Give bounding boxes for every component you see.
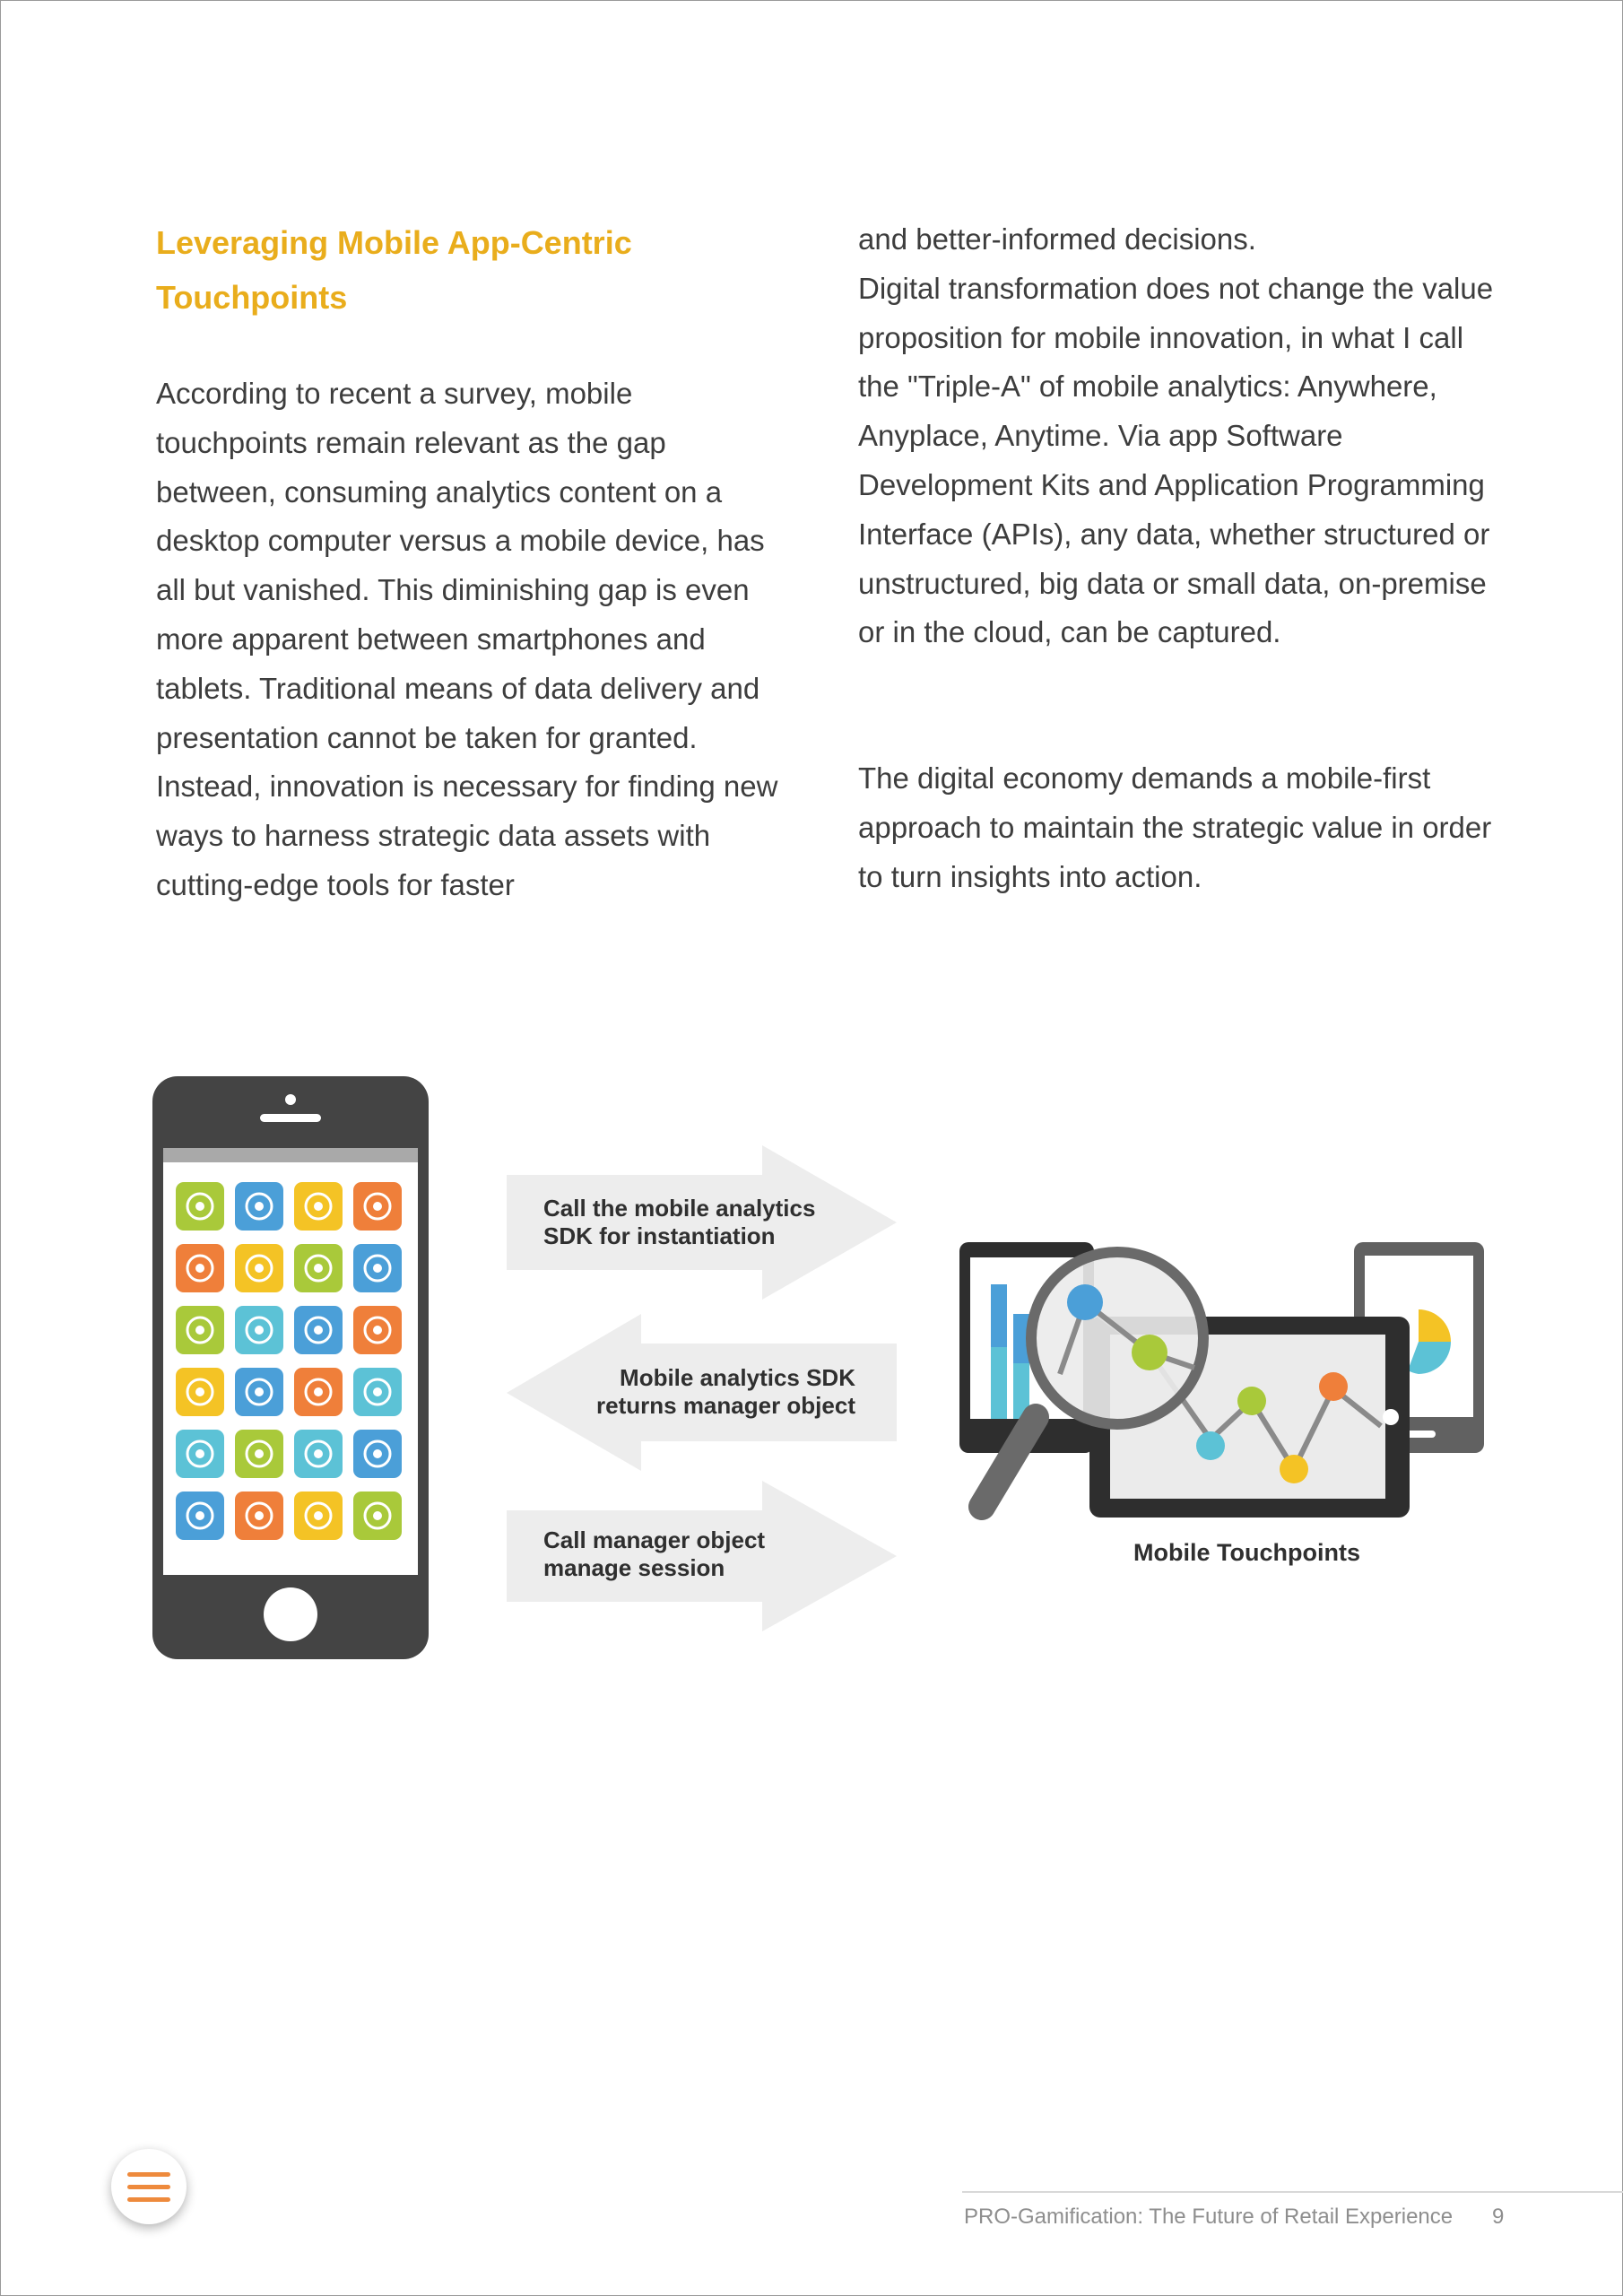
user-icon xyxy=(235,1182,283,1231)
arrow3-label: Call manager object manage session xyxy=(543,1526,766,1581)
arrow1-label: Call the mobile analytics SDK for instantiation xyxy=(543,1195,816,1249)
basketball-icon xyxy=(353,1182,402,1231)
menu-button[interactable] xyxy=(111,2149,187,2224)
dollar-icon xyxy=(294,1368,343,1416)
chat-icon xyxy=(176,1306,224,1354)
cloud-icon xyxy=(176,1430,224,1478)
gears-icon xyxy=(294,1182,343,1231)
location-icon xyxy=(294,1244,343,1292)
music-icon xyxy=(353,1430,402,1478)
pinterest-icon xyxy=(176,1244,224,1292)
smartphone-illustration xyxy=(152,1076,430,1659)
timer-icon xyxy=(353,1492,402,1540)
cart-icon xyxy=(353,1306,402,1354)
column2-paragraph2: The digital economy demands a mobile-first approach to maintain the strategic value in order to turn insights into action. xyxy=(858,761,1492,893)
footer-divider xyxy=(962,2191,1623,2193)
linkedin-icon xyxy=(176,1492,224,1540)
column2-continuation: and better-informed decisions. xyxy=(858,222,1256,256)
column2-text xyxy=(858,215,1504,657)
touchpoints-caption: Mobile Touchpoints xyxy=(1133,1539,1360,1566)
at-icon xyxy=(235,1244,283,1292)
hamburger-icon xyxy=(127,2172,170,2177)
phone-icon xyxy=(176,1182,224,1231)
youtube-icon xyxy=(235,1492,283,1540)
facebook-icon xyxy=(235,1368,283,1416)
column1-paragraph: According to recent a survey, mobile touchpoints remain relevant as the gap between, consuming analytics content on a desktop computer versus a mobile device, has all but vanished. This diminishing gap is even more apparent between smartphones and tablets. Traditional means of data delivery and presentation cannot be taken for granted. Instead, innovation is necessary for finding new ways to harness strategic data assets with cutting-edge tools for faster xyxy=(156,377,778,901)
wifi-icon xyxy=(294,1492,343,1540)
section-title: Leveraging Mobile App-Centric Touchpoints xyxy=(156,224,632,316)
info-icon xyxy=(353,1244,402,1292)
footer-title: PRO-Gamification: The Future of Retail Experience xyxy=(964,2205,1454,2229)
mail-icon xyxy=(294,1306,343,1354)
user-icon xyxy=(353,1368,402,1416)
column2-paragraph1: Digital transformation does not change the value proposition for mobile innovation, in what I call the "Triple-A" of mobile analytics: Anywhere, Anyplace, Anytime. Via app Software Development Kits and Application Programming Interface (APIs), any data, whether structured or unstructured, big data or small data, on-premise or in the cloud, can be captured. xyxy=(858,271,1494,649)
arrow2-label: Mobile analytics SDK returns manager object xyxy=(596,1364,855,1419)
twitter-icon xyxy=(235,1306,283,1354)
instagram-icon xyxy=(235,1430,283,1478)
mobile-touchpoints-illustration xyxy=(950,1238,1488,1543)
page-number: 9 xyxy=(1492,2205,1505,2229)
vimeo-icon xyxy=(294,1430,343,1478)
info-icon xyxy=(176,1368,224,1416)
